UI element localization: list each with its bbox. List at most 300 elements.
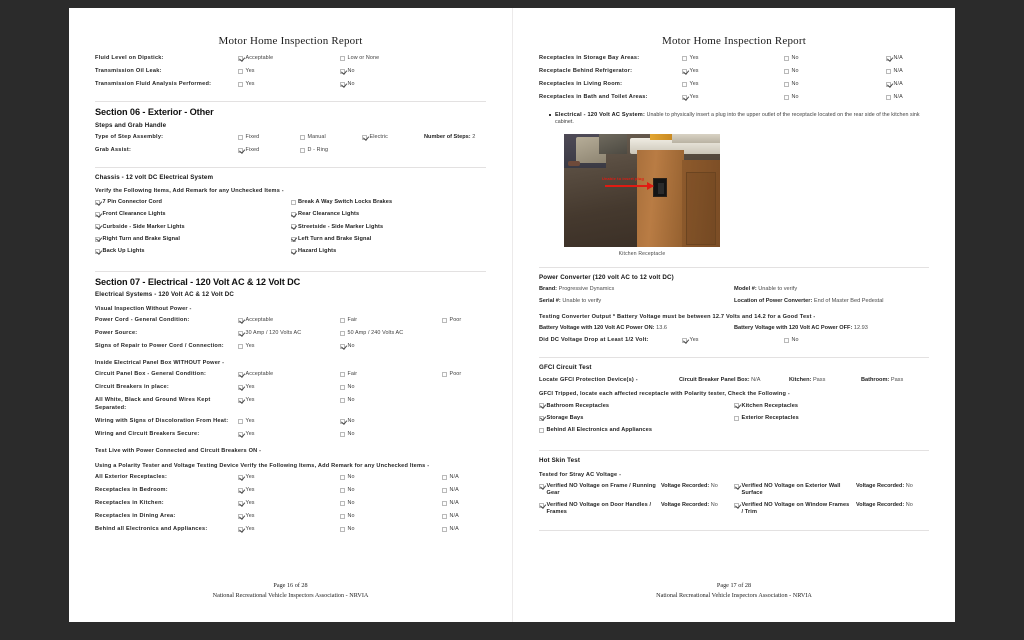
checkbox-icon[interactable]: [340, 331, 345, 336]
checkbox-icon[interactable]: [291, 224, 296, 229]
checkbox-option[interactable]: [238, 500, 340, 506]
checkbox-icon[interactable]: [340, 372, 345, 377]
checkbox-icon[interactable]: [95, 249, 100, 254]
checkbox-icon[interactable]: [442, 514, 447, 519]
checkbox-option[interactable]: [291, 211, 487, 218]
checkbox-option[interactable]: [539, 427, 734, 434]
form-row: [95, 487, 486, 495]
subheading-electrical: Electrical Systems - 120 Volt AC & 12 Volt DC: [95, 290, 235, 298]
checkbox-icon[interactable]: [784, 338, 789, 343]
checkbox-icon[interactable]: [238, 56, 243, 61]
checkbox-icon[interactable]: [238, 527, 243, 532]
model-field: [734, 286, 929, 293]
checkbox-option[interactable]: [682, 94, 784, 100]
group-title-test-live: Test Live with Power Connected and Circuit Breakers ON -: [95, 447, 262, 454]
checkbox-icon[interactable]: [784, 69, 789, 74]
voltage-recorded-field: [856, 502, 913, 515]
checkbox-icon[interactable]: [238, 385, 243, 390]
option-label: Break A Way Switch Locks Brakes: [298, 199, 393, 206]
checkbox-icon[interactable]: [539, 484, 544, 489]
hot-skin-subtitle: Tested for Stray AC Voltage -: [539, 471, 622, 478]
voltage-recorded-label: Voltage Recorded:: [856, 483, 905, 490]
row-label: Receptacle Behind Refrigerator:: [539, 68, 633, 75]
checkbox-icon[interactable]: [238, 82, 243, 87]
subheading-steps: Steps and Grab Handle: [95, 121, 167, 129]
option-label: Fixed: [245, 147, 260, 154]
checkbox-option[interactable]: [238, 134, 300, 140]
checkbox-option[interactable]: [734, 403, 929, 410]
form-row: [95, 513, 486, 521]
option-label: Yes: [245, 500, 255, 507]
checkbox-option[interactable]: [238, 418, 340, 424]
checkbox-option[interactable]: [238, 526, 340, 532]
checkbox-icon[interactable]: [238, 344, 243, 349]
checkbox-option[interactable]: [682, 81, 784, 87]
checkbox-option[interactable]: [95, 224, 291, 231]
checkbox-option[interactable]: [784, 55, 886, 61]
checkbox-icon[interactable]: [340, 56, 345, 61]
form-row: [95, 68, 486, 76]
voltage-recorded-value: No: [905, 483, 913, 490]
group-title-visual: Visual Inspection Without Power -: [95, 305, 192, 312]
gfci-kitchen-label: Kitchen:: [789, 376, 812, 383]
location-field: [734, 298, 929, 305]
row-label: Type of Step Assembly:: [95, 134, 164, 141]
page-title-right: Motor Home Inspection Report: [662, 35, 806, 47]
photo-countertop-far: [672, 134, 720, 143]
option-label: Streetside - Side Marker Lights: [298, 223, 384, 230]
option-label: Left Turn and Brake Signal: [298, 235, 372, 242]
checkbox-icon[interactable]: [238, 135, 243, 140]
option-label: N/A: [893, 94, 903, 101]
voltage-recorded-value: No: [710, 502, 718, 509]
checkbox-icon[interactable]: [340, 475, 345, 480]
form-row: [539, 337, 929, 345]
checkbox-icon[interactable]: [340, 488, 345, 493]
serial-value: Unable to verify: [562, 298, 602, 305]
checkbox-icon[interactable]: [291, 212, 296, 217]
option-label: Low or None: [347, 55, 380, 61]
checkbox-icon[interactable]: [682, 69, 687, 74]
checkbox-option[interactable]: [362, 134, 424, 140]
checkbox-option[interactable]: [238, 147, 300, 153]
option-label: Behind All Electronics and Appliances: [546, 427, 653, 434]
checkbox-option[interactable]: [340, 317, 442, 323]
checkbox-icon[interactable]: [95, 224, 100, 229]
hot-skin-heading: Hot Skin Test: [539, 456, 581, 464]
checkbox-option[interactable]: [340, 371, 442, 377]
checkbox-option[interactable]: [238, 55, 340, 61]
checkbox-icon[interactable]: [238, 501, 243, 506]
option-label: Yes: [245, 343, 255, 350]
option-label: No: [347, 397, 355, 404]
checkbox-option[interactable]: [734, 483, 852, 496]
option-label: Verified NO Voltage on Window Frames / Trim: [741, 502, 850, 515]
row-label: Receptacles in Kitchen:: [95, 500, 164, 507]
checkbox-icon[interactable]: [340, 318, 345, 323]
checkbox-icon[interactable]: [238, 331, 243, 336]
checkbox-icon[interactable]: [238, 148, 243, 153]
voltage-recorded-field: [661, 502, 718, 515]
battery-off-field: [734, 325, 929, 332]
option-label: No: [347, 474, 355, 481]
hot-skin-item: [539, 502, 734, 515]
option-label: Yes: [245, 513, 255, 520]
checkbox-option[interactable]: [886, 68, 981, 74]
form-row: [539, 94, 929, 102]
checkbox-icon[interactable]: [238, 372, 243, 377]
checkbox-option[interactable]: [784, 68, 886, 74]
checkbox-icon[interactable]: [340, 514, 345, 519]
group-title-panel-box: Inside Electrical Panel Box WITHOUT Power -: [95, 359, 225, 366]
form-row: [95, 81, 486, 89]
option-label: 7 Pin Connector Cord: [102, 199, 162, 206]
checkbox-option[interactable]: [300, 147, 362, 153]
kitchen-receptacle-photo[interactable]: [564, 134, 720, 247]
checkbox-option[interactable]: [886, 94, 981, 100]
photo-cabinet-front: [637, 150, 684, 247]
checkbox-icon[interactable]: [340, 527, 345, 532]
option-label: No: [791, 337, 799, 344]
row-label: All White, Black and Ground Wires Kept Separated:: [95, 397, 211, 412]
option-label: 30 Amp / 120 Volts AC: [245, 330, 302, 337]
gfci-kitchen-value: Pass: [812, 376, 826, 383]
option-label: No: [347, 500, 355, 507]
checkbox-icon[interactable]: [362, 135, 367, 140]
option-label: Fair: [347, 371, 358, 378]
checkbox-icon[interactable]: [95, 200, 100, 205]
checkbox-option[interactable]: [340, 55, 442, 61]
checkbox-option[interactable]: [238, 317, 340, 323]
option-label: Yes: [689, 94, 699, 101]
option-label: Yes: [245, 431, 255, 438]
checkbox-icon[interactable]: [539, 416, 544, 421]
checkbox-icon[interactable]: [442, 475, 447, 480]
row-label: Receptacles in Dining Area:: [95, 513, 176, 520]
option-label: Yes: [245, 81, 255, 88]
page-footer-left: [121, 581, 460, 600]
checkbox-option[interactable]: [238, 431, 340, 437]
checkbox-option[interactable]: [340, 397, 442, 403]
checkbox-option[interactable]: [95, 211, 291, 218]
checkbox-option[interactable]: [539, 502, 657, 515]
testing-converter-note: Testing Converter Output * Battery Voltage must be between 12.7 Volts and 14.2 for a Good Test -: [539, 313, 816, 320]
chassis-heading: Chassis - 12 volt DC Electrical System: [95, 173, 214, 181]
option-label: Fixed: [245, 134, 260, 141]
hot-skin-item: [539, 483, 734, 496]
checkbox-option[interactable]: [784, 81, 886, 87]
org-name: National Recreational Vehicle Inspectors Association - NRVIA: [212, 591, 369, 599]
row-label: Power Cord - General Condition:: [95, 317, 190, 324]
power-converter-heading: Power Converter (120 volt AC to 12 volt DC): [539, 274, 674, 282]
option-label: No: [347, 68, 355, 75]
remark-bullet: [539, 111, 929, 127]
checkbox-option[interactable]: [291, 224, 487, 231]
row-label: Receptacles in Bedroom:: [95, 487, 168, 494]
photo-appliance: [650, 134, 672, 140]
checkbox-option[interactable]: [238, 330, 340, 336]
row-label: Did DC Voltage Drop at Least 1/2 Volt:: [539, 337, 649, 344]
battery-voltage-row: [539, 325, 929, 332]
checkbox-option[interactable]: [238, 371, 340, 377]
checkbox-icon[interactable]: [734, 503, 739, 508]
gfci-tripped-note: GFCI Tripped, locate each affected receptacle with Polarity tester, Check the Following -: [539, 391, 790, 398]
checkbox-option[interactable]: [734, 415, 929, 422]
option-label: No: [347, 384, 355, 391]
checkbox-icon[interactable]: [784, 82, 789, 87]
checkbox-icon[interactable]: [238, 475, 243, 480]
checkbox-option[interactable]: [95, 199, 291, 206]
photo-block: [539, 134, 929, 257]
gfci-bathroom-field: [861, 377, 903, 384]
remark-body: Unable to physically insert a plug into the upper outlet of the receptacle located on the rear side of the kitchen sink cabinet.: [555, 111, 920, 126]
chassis-instruction: Verify the Following Items, Add Remark for any Unchecked Items -: [95, 187, 284, 194]
checkbox-icon[interactable]: [291, 237, 296, 242]
checkbox-icon[interactable]: [682, 56, 687, 61]
checkbox-icon[interactable]: [340, 432, 345, 437]
checkbox-option[interactable]: [238, 513, 340, 519]
checkbox-icon[interactable]: [340, 385, 345, 390]
voltage-recorded-label: Voltage Recorded:: [856, 502, 905, 509]
option-label: Fair: [347, 317, 358, 324]
brand-field: [539, 286, 734, 293]
checkbox-option[interactable]: [539, 415, 734, 422]
checkbox-icon[interactable]: [442, 488, 447, 493]
checkbox-option[interactable]: [340, 526, 442, 532]
checkbox-icon[interactable]: [291, 249, 296, 254]
voltage-recorded-label: Voltage Recorded:: [661, 483, 710, 490]
option-label: Right Turn and Brake Signal: [102, 235, 180, 242]
checkbox-icon[interactable]: [442, 318, 447, 323]
option-label: Acceptable: [245, 317, 274, 324]
checkbox-icon[interactable]: [340, 82, 345, 87]
checkbox-option[interactable]: [734, 502, 852, 515]
checkbox-icon[interactable]: [734, 484, 739, 489]
checkbox-option[interactable]: [291, 236, 487, 243]
checkbox-option[interactable]: [886, 55, 981, 61]
hot-skin-item: [734, 483, 929, 496]
checkbox-icon[interactable]: [238, 419, 243, 424]
battery-on-field: [539, 325, 734, 332]
number-of-steps-label: Number of Steps:: [424, 134, 471, 141]
org-name: National Recreational Vehicle Inspectors Association - NRVIA: [656, 591, 812, 599]
page-title-left: Motor Home Inspection Report: [218, 35, 363, 47]
checkbox-option[interactable]: [95, 248, 291, 255]
hot-skin-item: [734, 502, 929, 515]
option-label: No: [347, 343, 355, 350]
serial-label: Serial #:: [539, 298, 561, 305]
checkbox-option[interactable]: [340, 418, 442, 424]
checkbox-icon[interactable]: [340, 344, 345, 349]
gfci-locate-row: [539, 377, 929, 384]
checkbox-option[interactable]: [238, 384, 340, 390]
form-row: [95, 343, 486, 351]
option-label: N/A: [449, 487, 459, 494]
page-spread: [69, 8, 955, 622]
option-label: Yes: [245, 418, 255, 425]
form-row: [95, 371, 486, 379]
checkbox-option[interactable]: [682, 55, 784, 61]
checkbox-option[interactable]: [682, 68, 784, 74]
checkbox-option[interactable]: [238, 474, 340, 480]
page-17: [512, 8, 955, 622]
voltage-recorded-field: [661, 483, 718, 496]
section-divider: [539, 530, 929, 531]
checkbox-icon[interactable]: [95, 237, 100, 242]
checkbox-option[interactable]: [539, 483, 657, 496]
option-label: N/A: [449, 500, 459, 507]
option-label: Poor: [449, 371, 462, 378]
checkbox-option[interactable]: [291, 248, 487, 255]
row-label: Behind all Electronics and Appliances:: [95, 526, 208, 533]
option-label: Yes: [689, 68, 699, 75]
checkbox-icon[interactable]: [886, 82, 891, 87]
checkbox-icon[interactable]: [734, 416, 739, 421]
option-label: No: [347, 526, 355, 533]
location-value: End of Master Bed Pedestal: [813, 298, 884, 305]
gfci-panel-label: Circuit Breaker Panel Box:: [679, 376, 750, 383]
option-label: No: [347, 487, 355, 494]
checkbox-option[interactable]: [238, 487, 340, 493]
checkbox-icon[interactable]: [442, 527, 447, 532]
option-label: Hazard Lights: [298, 248, 337, 255]
checkbox-option[interactable]: [340, 343, 442, 349]
checkbox-icon[interactable]: [340, 419, 345, 424]
checkbox-option[interactable]: [340, 81, 442, 87]
checkbox-option[interactable]: [784, 94, 886, 100]
checkbox-icon[interactable]: [238, 398, 243, 403]
checkbox-option[interactable]: [340, 500, 442, 506]
checkbox-icon[interactable]: [300, 135, 305, 140]
converter-field-row: [539, 286, 929, 293]
photo-caption: Kitchen Receptacle: [618, 251, 666, 258]
battery-on-label: Battery Voltage with 120 Volt AC Power ON:: [539, 324, 655, 331]
checkbox-icon[interactable]: [95, 212, 100, 217]
form-row: [95, 317, 486, 325]
gfci-bathroom-value: Pass: [890, 376, 904, 383]
row-label: Fluid Level on Dipstick:: [95, 55, 164, 61]
option-label: N/A: [893, 81, 903, 88]
form-row: [539, 68, 929, 76]
checkbox-option[interactable]: [340, 68, 442, 74]
gfci-locate-label: Locate GFCI Protection Device(s) -: [539, 376, 638, 383]
checkbox-icon[interactable]: [682, 95, 687, 100]
hot-skin-row: [539, 483, 929, 496]
option-label: No: [347, 81, 355, 88]
checkbox-icon[interactable]: [238, 318, 243, 323]
checkbox-icon[interactable]: [886, 69, 891, 74]
option-label: No: [347, 513, 355, 520]
form-row: [95, 384, 486, 392]
row-label: Grab Assist:: [95, 147, 132, 154]
number-of-steps-value: 2: [472, 134, 476, 141]
checkbox-icon[interactable]: [238, 432, 243, 437]
battery-off-label: Battery Voltage with 120 Volt AC Power OFF:: [734, 324, 853, 331]
checkbox-icon[interactable]: [886, 95, 891, 100]
checkbox-option[interactable]: [300, 134, 362, 140]
option-label: Yes: [689, 81, 699, 88]
row-label: Circuit Breakers in place:: [95, 384, 169, 391]
checkbox-option[interactable]: [238, 68, 340, 74]
checkbox-option[interactable]: [539, 403, 734, 410]
checkbox-icon[interactable]: [886, 56, 891, 61]
form-row: [95, 431, 486, 439]
brand-value: Progressive Dynamics: [558, 286, 615, 293]
option-label: No: [791, 94, 799, 101]
checkbox-icon[interactable]: [539, 503, 544, 508]
checkbox-icon[interactable]: [291, 200, 296, 205]
checkbox-option[interactable]: [340, 513, 442, 519]
checkbox-icon[interactable]: [442, 372, 447, 377]
checkbox-icon[interactable]: [784, 95, 789, 100]
page-16: [69, 8, 512, 622]
gfci-heading: GFCI Circuit Test: [539, 363, 592, 371]
checkbox-icon[interactable]: [734, 403, 739, 408]
option-label: Kitchen Receptacles: [741, 402, 799, 409]
form-row: [95, 147, 486, 155]
checkbox-icon[interactable]: [238, 69, 243, 74]
checkbox-icon[interactable]: [340, 69, 345, 74]
option-label: N/A: [449, 474, 459, 481]
chassis-checklist: [95, 194, 486, 255]
checkbox-option[interactable]: [886, 81, 981, 87]
checkbox-option[interactable]: [784, 337, 886, 343]
option-label: D - Ring: [307, 147, 329, 154]
option-label: Yes: [245, 384, 255, 391]
checkbox-option[interactable]: [340, 330, 442, 336]
checkbox-icon[interactable]: [340, 398, 345, 403]
row-label: Receptacles in Storage Bay Areas:: [539, 55, 640, 61]
option-label: Yes: [689, 55, 699, 61]
checkbox-icon[interactable]: [784, 56, 789, 61]
checkbox-option[interactable]: [340, 474, 442, 480]
checkbox-icon[interactable]: [238, 488, 243, 493]
option-label: Storage Bays: [546, 414, 584, 421]
checkbox-icon[interactable]: [682, 338, 687, 343]
voltage-recorded-value: No: [905, 502, 913, 509]
page-footer-right: [565, 581, 903, 600]
form-row: [539, 81, 929, 89]
checkbox-option[interactable]: [340, 384, 442, 390]
remark-title: Electrical - 120 Volt AC System:: [555, 111, 646, 118]
page-number: Page 16 of 28: [273, 582, 308, 590]
checkbox-option[interactable]: [682, 337, 784, 343]
option-label: No: [347, 418, 355, 425]
form-row: [95, 418, 486, 426]
checkbox-option[interactable]: [238, 81, 340, 87]
option-label: Verified NO Voltage on Frame / Running Gear: [546, 483, 656, 496]
checkbox-option[interactable]: [238, 343, 340, 349]
checkbox-icon[interactable]: [442, 501, 447, 506]
row-label: Signs of Repair to Power Cord / Connection:: [95, 343, 224, 350]
checkbox-icon[interactable]: [340, 501, 345, 506]
checkbox-icon[interactable]: [300, 148, 305, 153]
checkbox-option[interactable]: [340, 487, 442, 493]
checkbox-option[interactable]: [340, 431, 442, 437]
gfci-checklist: [539, 397, 929, 434]
checkbox-icon[interactable]: [238, 514, 243, 519]
option-label: Back Up Lights: [102, 248, 145, 255]
page-number: Page 17 of 28: [716, 582, 752, 590]
bullet-icon: [549, 114, 551, 116]
checkbox-option[interactable]: [95, 236, 291, 243]
checkbox-icon[interactable]: [539, 428, 544, 433]
checkbox-icon[interactable]: [682, 82, 687, 87]
checkbox-icon[interactable]: [539, 403, 544, 408]
checkbox-option[interactable]: [238, 397, 340, 403]
checkbox-option[interactable]: [291, 199, 487, 206]
remark-text: [555, 111, 929, 127]
